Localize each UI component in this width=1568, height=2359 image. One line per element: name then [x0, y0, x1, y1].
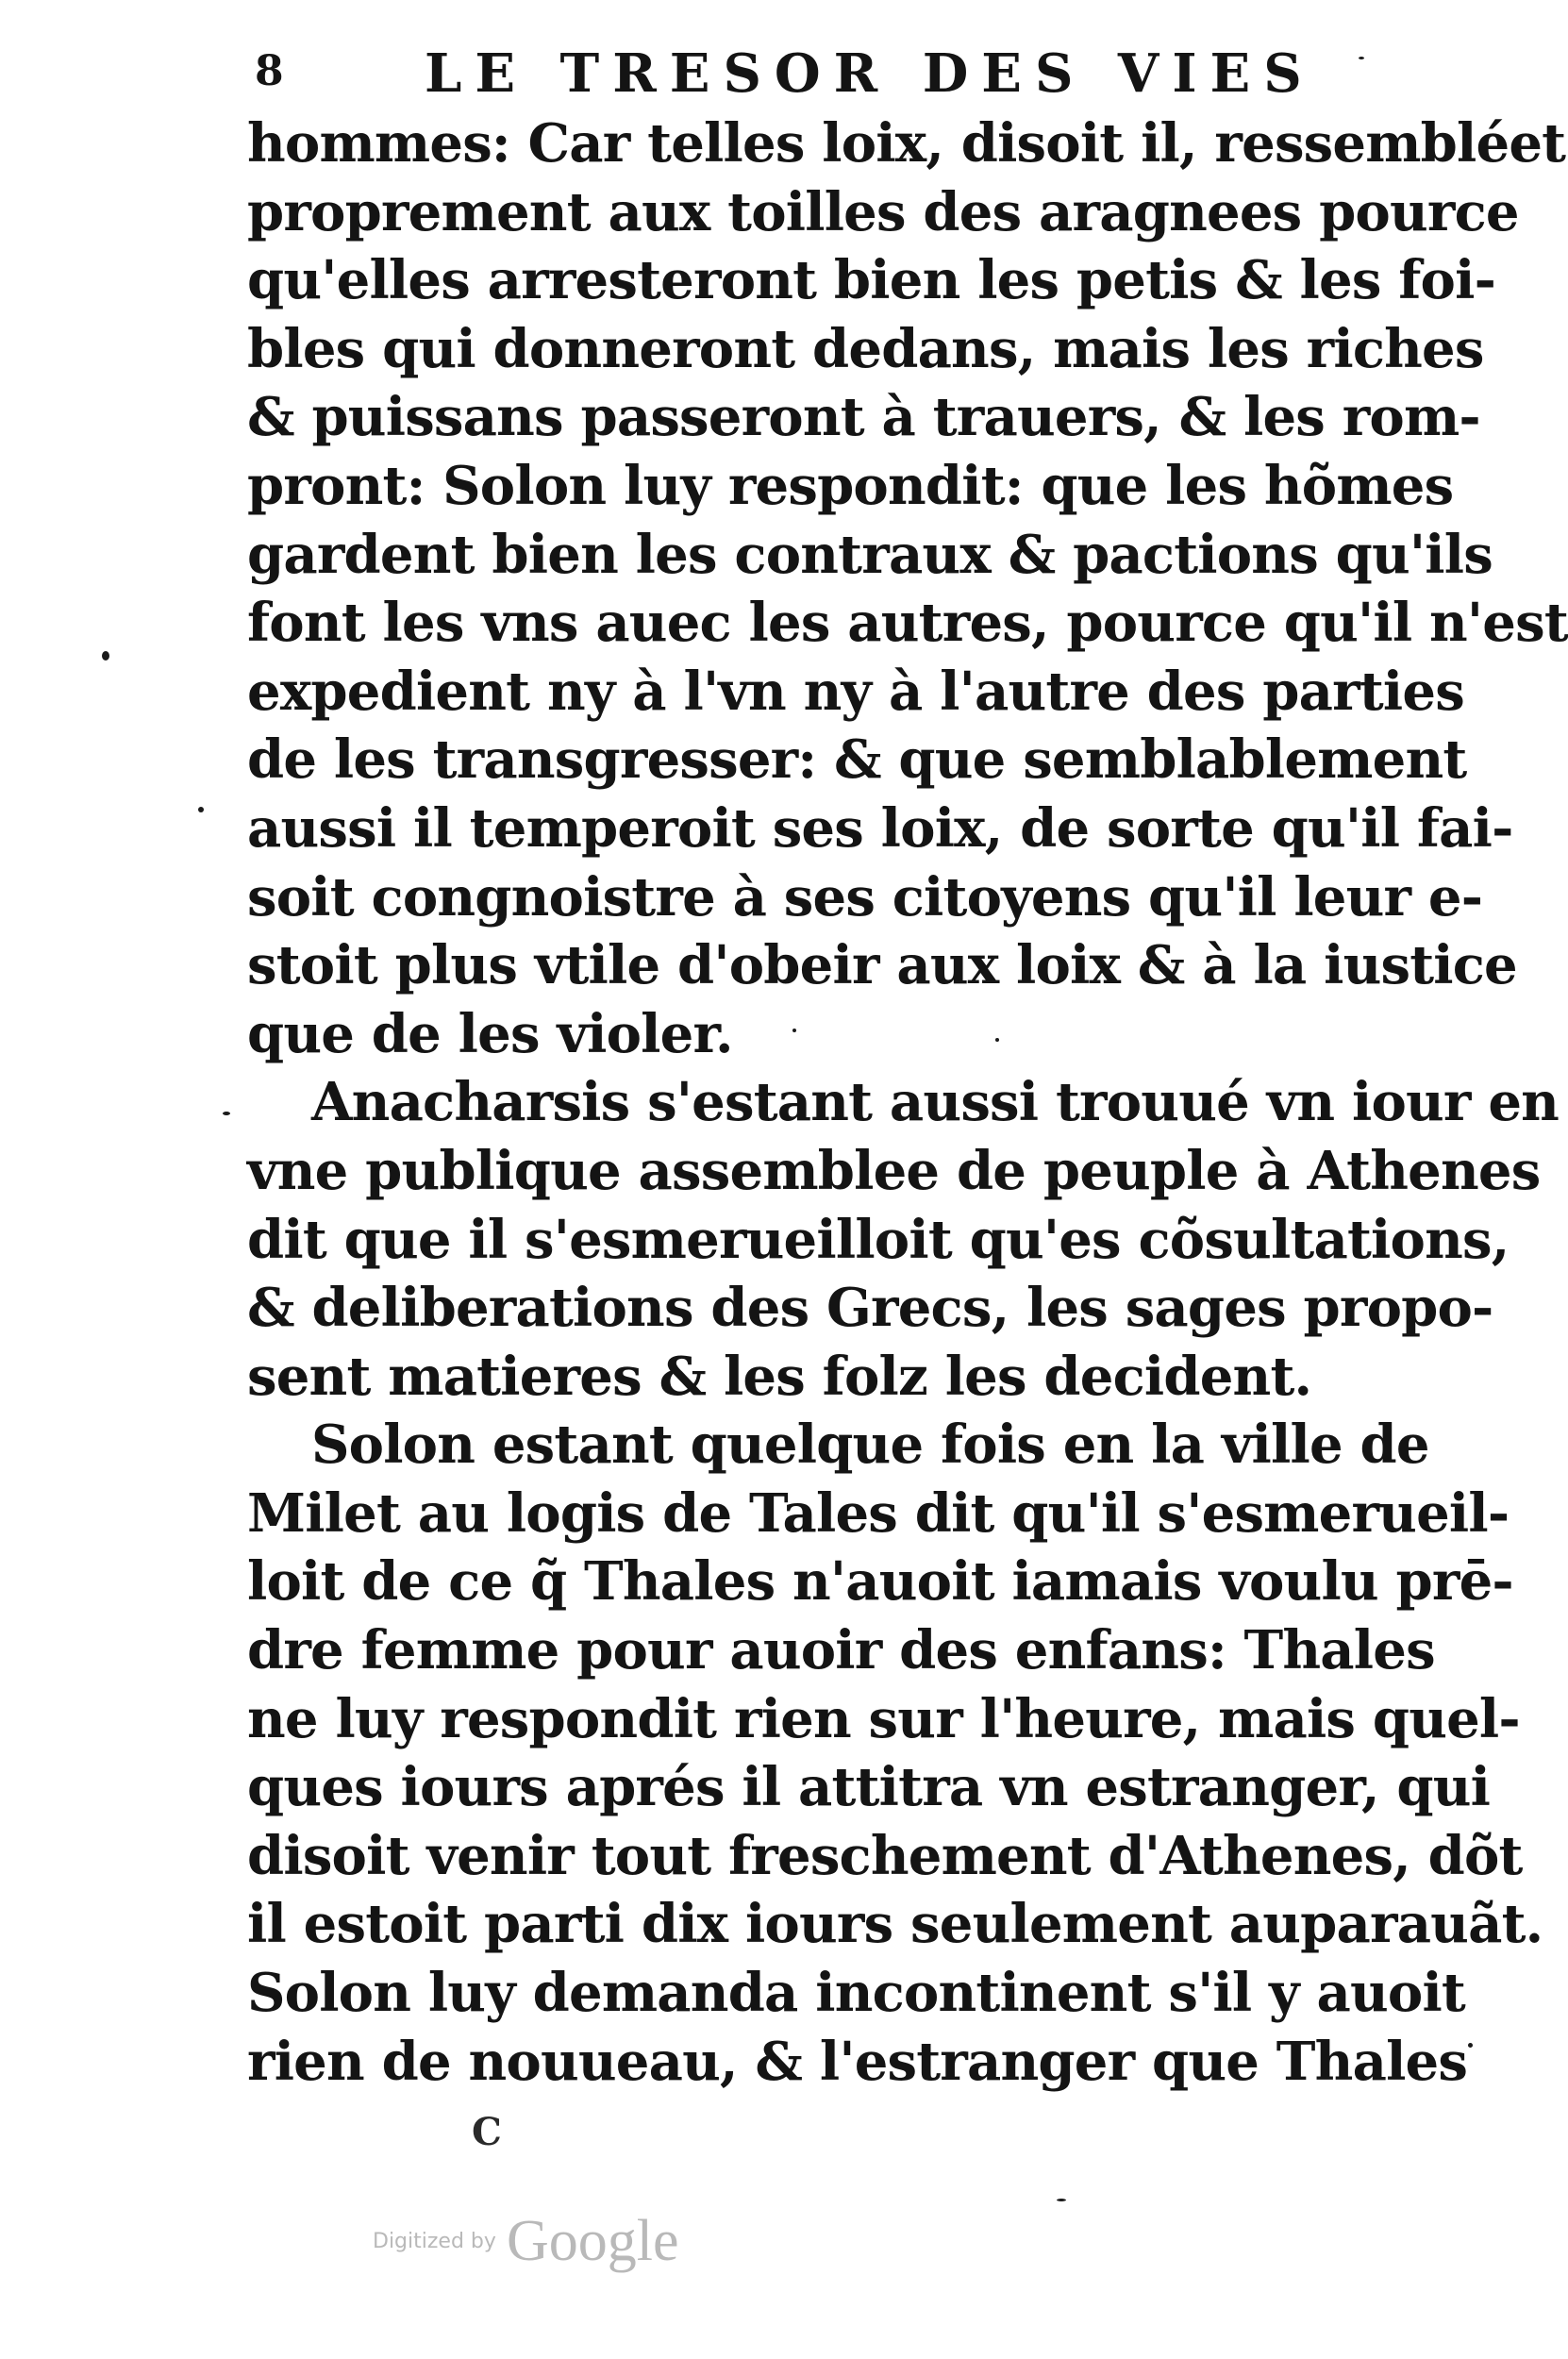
signature-mark: C — [472, 2110, 502, 2154]
text-line: disoit venir tout freschement d'Athenes, dõt — [247, 1824, 1523, 1887]
body-text — [247, 109, 1568, 2096]
text-line: soit congnoistre à ses citoyens qu'il leur e- — [247, 865, 1483, 929]
text-line: loit de ce q̃ Thales n'auoit iamais voulu prē- — [247, 1550, 1513, 1614]
ink-speck — [1057, 2199, 1066, 2201]
text-line: Solon estant quelque fois en la ville de — [311, 1414, 1429, 1477]
text-line: & puissans passeront à trauers, & les rom- — [247, 386, 1480, 449]
paragraph-solon-laws — [247, 109, 1568, 1068]
ink-speck — [792, 1029, 796, 1032]
text-line: ne luy respondit rien sur l'heure, mais quel- — [247, 1687, 1520, 1750]
ink-speck — [995, 1038, 999, 1042]
text-line: rien de nouueau, & l'estranger que Thales — [247, 2030, 1468, 2093]
paragraph-solon-thales — [247, 1411, 1543, 2096]
text-line: proprement aux toilles des aragnees pource — [247, 180, 1519, 243]
text-line: de les transgresser: & que semblablement — [247, 728, 1467, 792]
text-line: font les vns auec les autres, pource qu'il n'est — [247, 592, 1568, 655]
text-line: qu'elles arresteront bien les petis & les foi- — [247, 249, 1496, 312]
text-line: sent matieres & les folz les decident. — [247, 1345, 1312, 1408]
text-line: & deliberations des Grecs, les sages propo- — [247, 1277, 1493, 1340]
ink-speck — [1359, 57, 1364, 59]
text-line: gardent bien les contraux & pactions qu'ils — [247, 523, 1493, 586]
text-line: stoit plus vtile d'obeir aux loix & à la iustice — [247, 934, 1517, 997]
text-line: dre femme pour auoir des enfans: Thales — [247, 1619, 1435, 1682]
running-head: LE TRESOR DES VIES — [425, 42, 1315, 105]
text-line: vne publique assemblee de peuple à Athenes — [247, 1139, 1541, 1202]
text-line: ques iours aprés il attitra vn estranger, qui — [247, 1756, 1491, 1819]
text-line: hommes: Car telles loix, disoit il, ressembléet — [247, 112, 1566, 175]
text-line: dit que il s'esmerueilloit qu'es cõsultations, — [247, 1208, 1510, 1271]
watermark-prefix: Digitized by — [373, 2230, 496, 2253]
text-line: Solon luy demanda incontinent s'il y auoit — [247, 1962, 1465, 2025]
google-logo: Google — [507, 2209, 679, 2273]
text-line: expedient ny à l'vn ny à l'autre des parties — [247, 660, 1464, 723]
ink-speck — [1468, 2043, 1473, 2048]
text-line: Anacharsis s'estant aussi trouué vn iour en — [311, 1071, 1560, 1134]
ink-speck — [223, 1112, 230, 1115]
text-line: bles qui donneront dedans, mais les riches — [247, 317, 1484, 380]
text-line: Milet au logis de Tales dit qu'il s'esmerueil- — [247, 1481, 1510, 1545]
text-line: aussi il temperoit ses loix, de sorte qu'il fai- — [247, 796, 1513, 860]
digitized-watermark — [373, 2208, 679, 2274]
ink-speck — [102, 651, 109, 661]
paragraph-anacharsis — [247, 1068, 1560, 1411]
page-number: 8 — [255, 47, 284, 95]
text-line: il estoit parti dix iours seulement auparauãt. — [247, 1893, 1543, 1956]
text-line: que de les violer. — [247, 1002, 733, 1065]
ink-speck — [198, 807, 204, 812]
text-line: pront: Solon luy respondit: que les hõmes — [247, 454, 1454, 517]
